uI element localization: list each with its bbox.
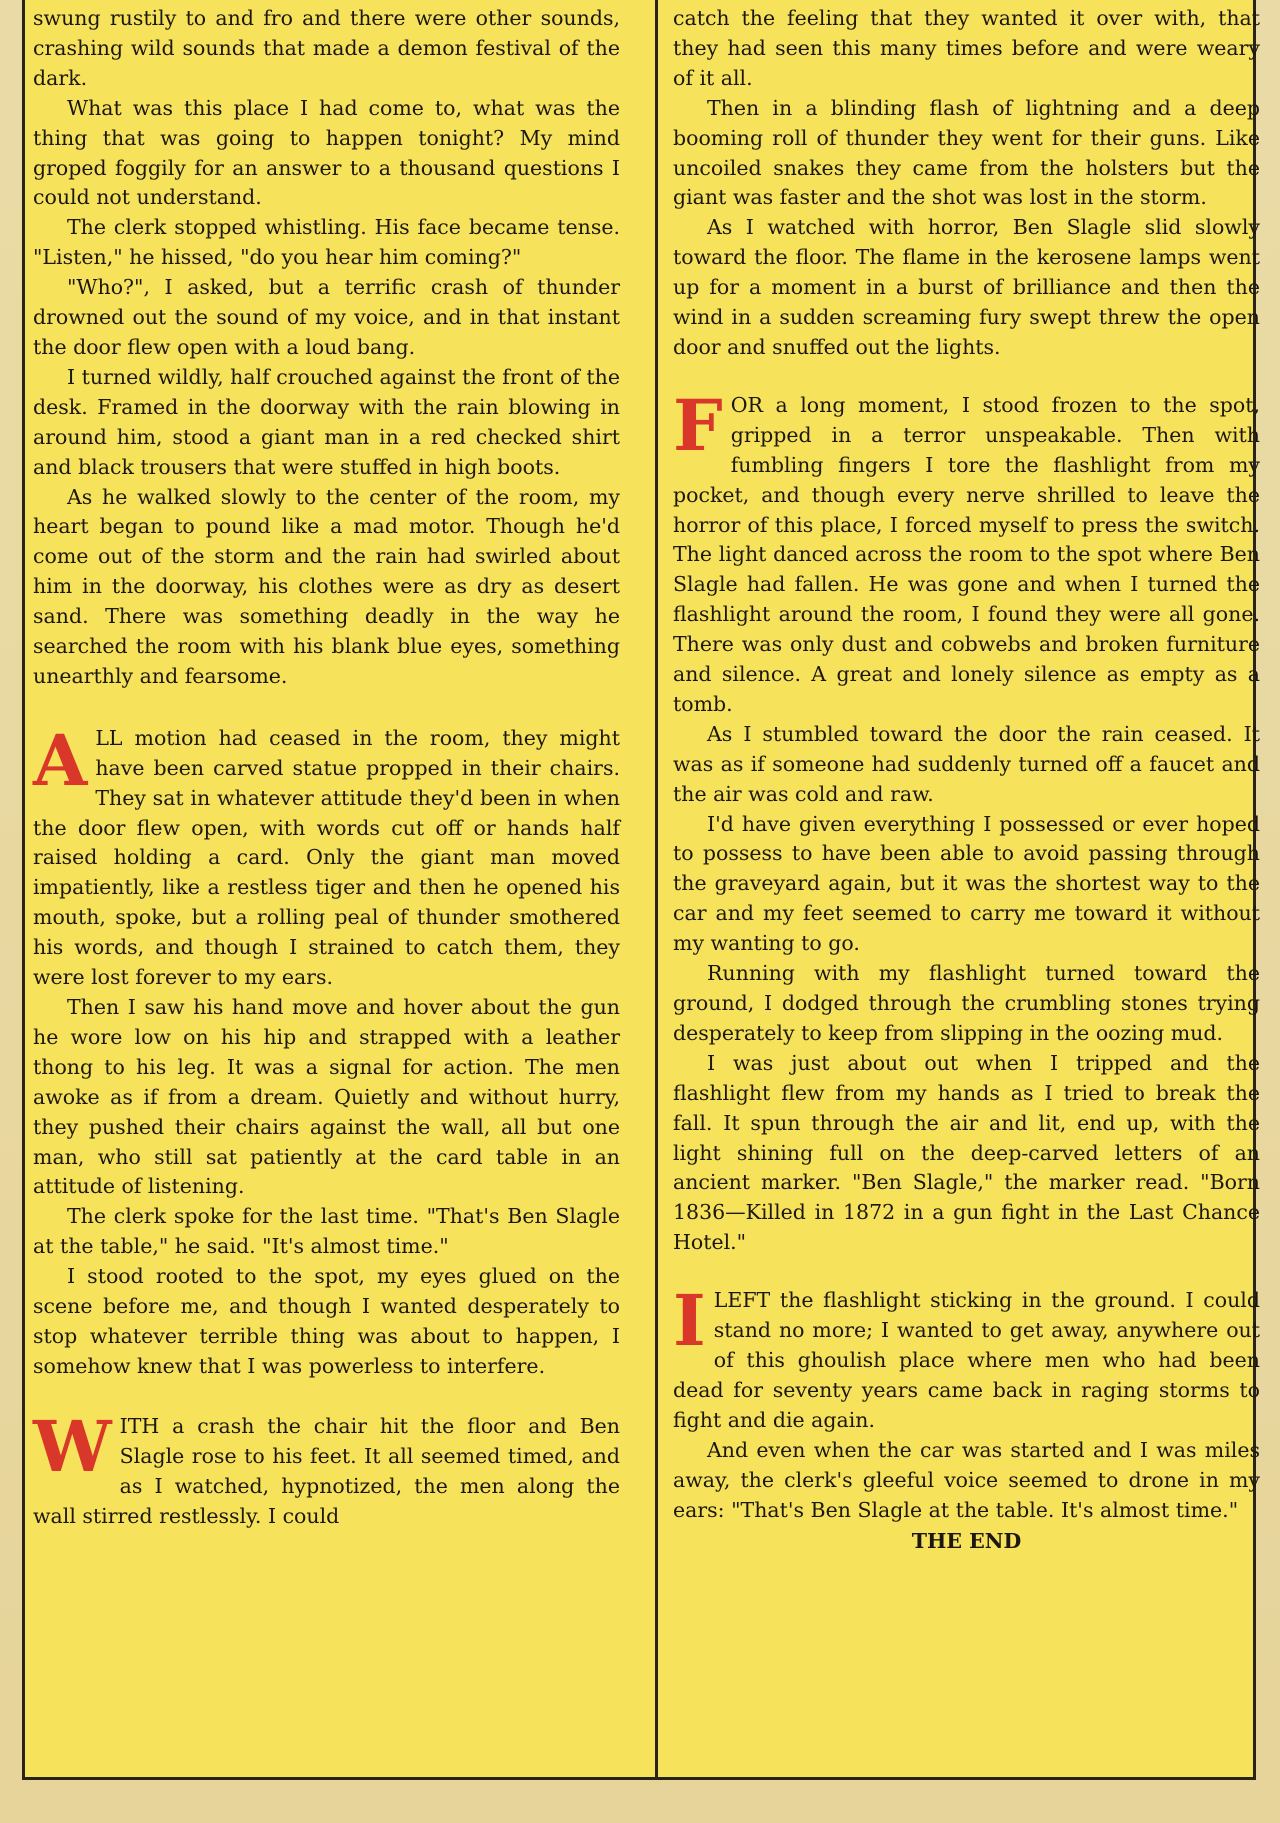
paragraph: And even when the car was started and I was miles away, the clerk's gleeful voice seemed to drone in my ears: "That's Ben Slagle at the table. It's almost time." [673,1437,1260,1522]
paragraph: I stood rooted to the spot, my eyes glued on the scene before me, and though I wanted desperately to stop whatever terrible thing was about to happen, I somehow knew that I was powerless to interfere. [33,1264,620,1378]
paragraph: I was just about out when I tripped and the flashlight flew from my hands as I tried to break the fall. It spun through the air and lit, end up, with the light shining full on the deep-carved letters of an ancient marker. "Ben Slagle," the marker read. "Born 1836—Killed in 1872 in a gun fight in the Last Chance Hotel." [673,1050,1260,1255]
drop-cap: I [673,1279,706,1363]
paragraph: The clerk spoke for the last time. "That's Ben Slagle at the table," he said. "It's almost time." [33,1204,620,1259]
section-gap [33,692,620,724]
right-column [673,4,1260,1557]
paragraph: As I watched with horror, Ben Slagle slid slowly toward the floor. The flame in the kerosene lamps went up for a moment in a burst of brilliance and then the wind in a sudden screaming fury swept threw the open door and snuffed out the lights. [673,215,1260,359]
column-divider [655,0,658,1780]
paragraph-text: LEFT the flashlight sticking in the ground. I could stand no more; I wanted to get away, anywhere out of this ghoulish place where men who had been dead for seventy years came back in raging storms to fight and die again. [673,1288,1260,1432]
paragraph: Then in a blinding flash of lightning and a deep booming roll of thunder they went for their guns. Like uncoiled snakes they came from the holsters but the giant was faster and the shot was lost in the storm. [673,95,1260,210]
paragraph: What was this place I had come to, what was the thing that was going to happen tonight? My mind groped foggily for an answer to a thousand questions I could not understand. [33,95,620,210]
drop-cap: A [33,718,88,802]
paragraph: Running with my flashlight turned toward the ground, I dodged through the crumbling stones trying desperately to keep from slipping in the oozing mud. [673,961,1260,1045]
paragraph: The clerk stopped whistling. His face became tense. "Listen," he hissed, "do you hear him coming?" [33,215,620,270]
section-paragraph [33,718,620,993]
paragraph: "Who?", I asked, but a terrific crash of thunder drowned out the sound of my voice, and in that instant the door flew open with a loud bang. [33,275,620,359]
the-end-label: THE END [911,1529,1022,1554]
left-column [33,4,620,1531]
paragraph-text: LL motion had ceased in the room, they might have been carved statue propped in their chairs. They sat in whatever attitude they'd been in when the door flew open, with words cut off or hands half raised holding a card. Only the giant man moved impatiently, like a restless tiger and then he opened his mouth, spoke, but a rolling peal of thunder smothered his words, and though I strained to catch them, they were lost forever to my ears. [33,725,620,990]
paragraph-text: ITH a crash the chair hit the floor and Ben Slagle rose to his feet. It all seemed timed, and as I watched, hypnotized, the men along the wall stirred restlessly. I could [33,1413,620,1528]
paragraph: I'd have given everything I possessed or ever hoped to possess to have been able to avoid passing through the graveyard again, but it was the shortest way to the car and my feet seemed to carry me toward it without my wanting to go. [673,811,1260,956]
paragraph: I turned wildly, half crouched against the front of the desk. Framed in the doorway with the rain blowing in around him, stood a giant man in a red checked shirt and black trousers that were stuffed in high boots. [33,364,620,479]
section-paragraph [673,383,1260,720]
section-gap [673,1258,1260,1286]
section-paragraph [673,1279,1260,1436]
section-gap [33,1382,620,1412]
section-gap [673,363,1260,391]
drop-cap: W [33,1404,112,1488]
paragraph: catch the feeling that they wanted it over with, that they had seen this many times before and were weary of it all. [673,6,1260,90]
drop-cap: F [673,383,723,467]
paragraph: As I stumbled toward the door the rain ceased. It was as if someone had suddenly turned off a faucet and the air was cold and raw. [673,721,1260,806]
paragraph: Then I saw his hand move and hover about the gun he wore low on his hip and strapped with a leather thong to his leg. It was a signal for action. The men awoke as if from a dream. Quietly and without hurry, they pushed their chairs against the wall, all but one man, who still sat patiently at the card table in an attitude of listening. [33,995,620,1199]
paragraph: As he walked slowly to the center of the room, my heart began to pound like a mad motor. Though he'd come out of the storm and the rain had swirled about him in the doorway, his clothes were as dry as desert sand. There was something deadly in the way he searched the room with his blank blue eyes, something unearthly and fearsome. [33,484,620,688]
paragraph-text: OR a long moment, I stood frozen to the spot, gripped in a terror unspeakable. Then with fumbling fingers I tore the flashlight from my pocket, and though every nerve shrilled to leave the horror of this place, I forced myself to press the switch. The light danced across the room to the spot where Ben Slagle had fallen. He was gone and when I turned the flashlight around the room, I found they were all gone. There was only dust and cobwebs and broken furniture and silence. A great and lonely silence as empty as a tomb. [673,392,1260,716]
section-paragraph [33,1404,620,1532]
paragraph: swung rustily to and fro and there were other sounds, crashing wild sounds that made a demon festival of the dark. [33,6,620,90]
